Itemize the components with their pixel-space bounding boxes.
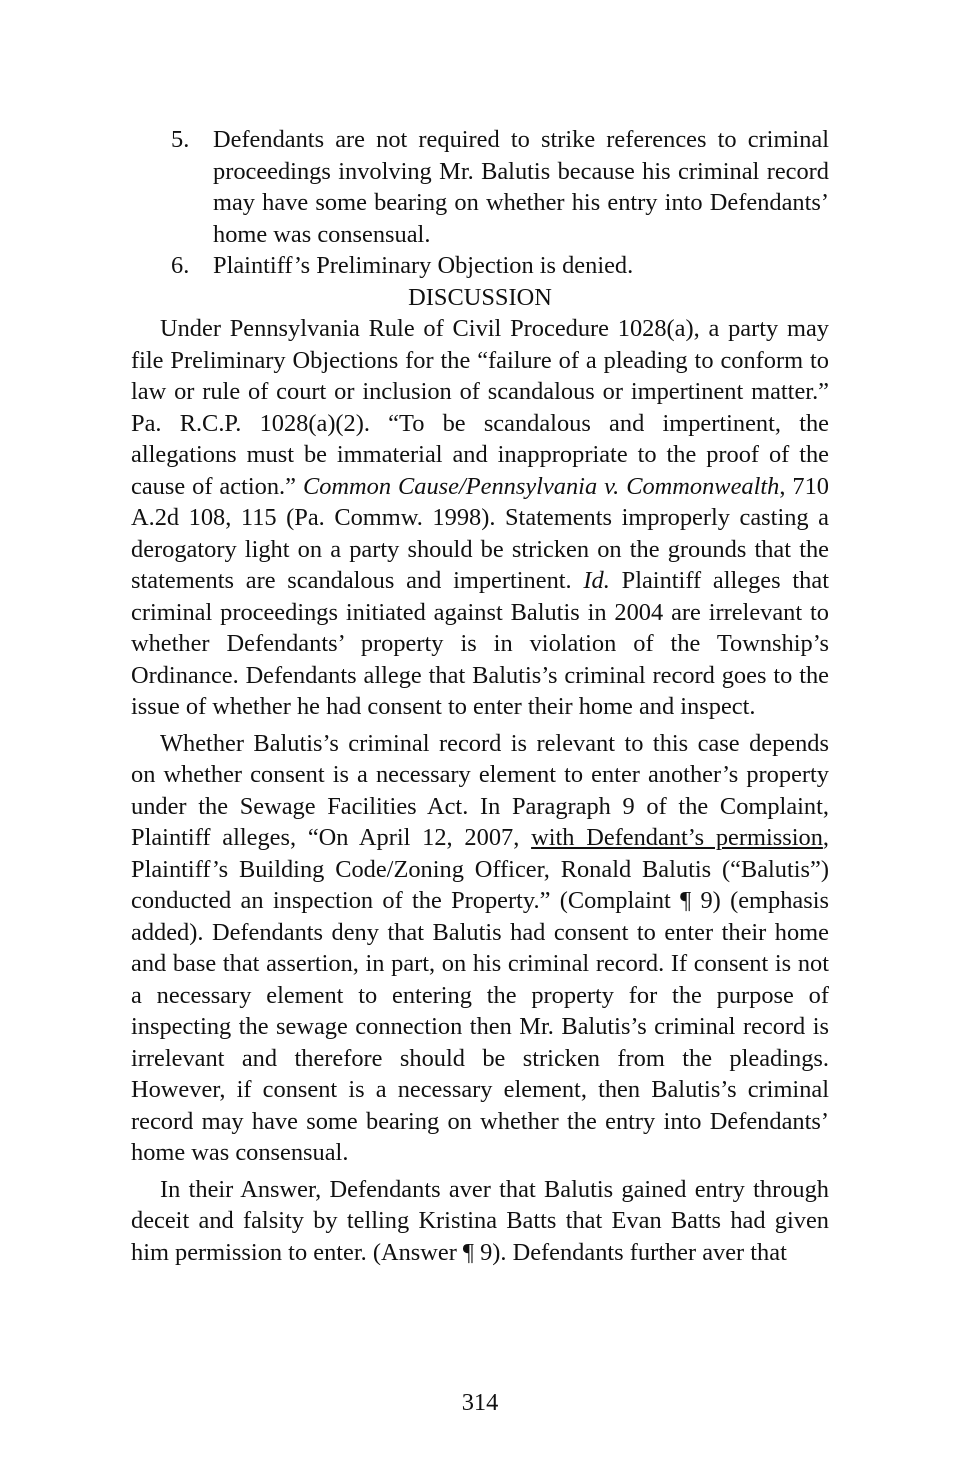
list-number: 6.	[171, 252, 190, 279]
paragraph: In their Answer, Defendants aver that Balutis gained entry through deceit and falsity by telling Kristina Batts that Evan Batts had given him permission to enter. (Answer ¶ 9). Defendants further aver that	[131, 1175, 829, 1266]
paragraph-text: , Plaintiff’s Building Code/Zoning Officer, Ronald Balutis (“Balutis”) conducted an inspection of the Property.” (Complaint ¶ 9) (emphasis added). Defendants deny that Balutis had consent to enter their home and base that assertion, in part, on his criminal record. If consent is not a necessary element to entering the property for the purpose of inspecting the sewage connection then Mr. Balutis’s criminal record is irrelevant and therefore should be stricken from the pleadings. However, if consent is a necessary element, then Balutis’s criminal record may have some bearing on whether the entry into Defendants’ home was consensual.	[131, 824, 829, 1166]
paragraph	[131, 313, 829, 723]
page-body	[131, 124, 829, 1268]
page-number: 314	[461, 1389, 499, 1416]
case-citation: Common Cause/Pennsylvania v. Commonwealth	[302, 472, 780, 500]
section-heading: DISCUSSION	[408, 283, 552, 311]
list-item	[131, 250, 829, 282]
list-text: Defendants are not required to strike references to criminal proceedings involving Mr. Balutis because his criminal record may have some bearing on whether his entry into Defendants’ home was consensual.	[213, 126, 829, 248]
paragraph-text: Plaintiff alleges that criminal proceedings initiated against Balutis in 2004 are irrelevant to whether Defendants’ property is in violation of the Township’s Ordinance. Defendants allege that Balutis’s criminal record goes to the issue of whether he had consent to enter their home and inspect.	[131, 567, 829, 720]
paragraph	[131, 728, 829, 1169]
paragraph-text: , 710 A.2d 108, 115 (Pa. Commw. 1998). Statements improperly casting a derogatory light on a party should be stricken on the grounds that the statements are scandalous and impertinent.	[131, 472, 830, 594]
paragraph-text: Under Pennsylvania Rule of Civil Procedure 1028(a), a party may file Preliminary Objections for the “failure of a pleading to conform to law or rule of court or inclusion of scandalous or impertinent matter.” Pa. R.C.P. 1028(a)(2). “To be scandalous and impertinent, the allegations must be immaterial and inappropriate to the proof of the cause of action.”	[131, 315, 829, 500]
emphasized-text: with Defendant’s permission	[531, 824, 823, 851]
paragraph-text: Whether Balutis’s criminal record is relevant to this case depends on whether consent is a necessary element to enter another’s property under the Sewage Facilities Act. In Paragraph 9 of the Complaint, Plaintiff alleges, “On April 12, 2007,	[131, 729, 829, 851]
id-citation: Id.	[583, 567, 610, 594]
list-text: Plaintiff’s Preliminary Objection is denied.	[213, 252, 634, 279]
list-item	[131, 124, 829, 250]
list-number: 5.	[171, 126, 190, 153]
